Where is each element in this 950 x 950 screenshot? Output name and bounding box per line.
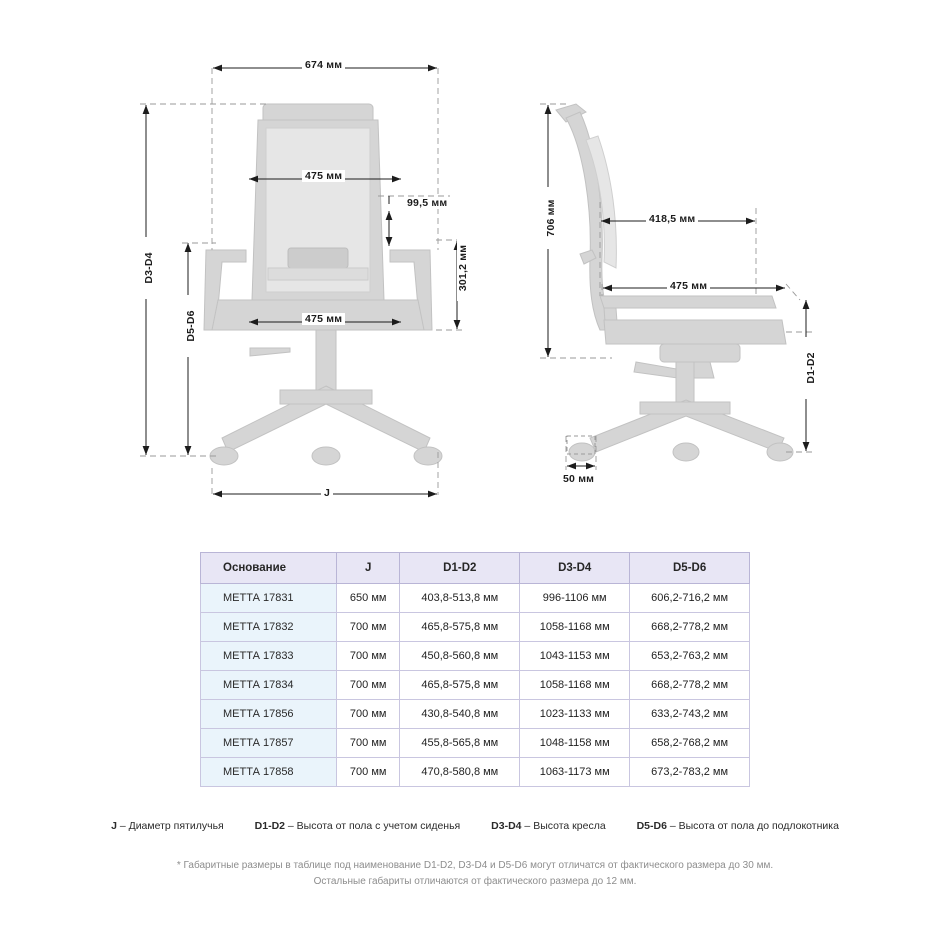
- legend-text-d5d6: – Высота от пола до подлокотника: [666, 820, 839, 832]
- table-row: [201, 758, 750, 787]
- table-header-row: [201, 553, 750, 584]
- dim-overall-depth-label: 418,5 мм: [646, 213, 698, 225]
- legend-item-d3d4: [491, 820, 605, 832]
- table-cell-d5d6: 653,2-763,2 мм: [630, 642, 750, 671]
- table-header-cell: J: [336, 553, 399, 584]
- dim-seat-height-label: D1-D2: [805, 337, 817, 399]
- legend-item-d5d6: [637, 820, 839, 832]
- table-cell-d3d4: 1058-1168 мм: [520, 671, 630, 700]
- table-header-cell: Основание: [201, 553, 337, 584]
- table-cell-d1d2: 455,8-565,8 мм: [400, 729, 520, 758]
- dim-overall-width-label: 674 мм: [302, 59, 345, 71]
- table-cell-d5d6: 668,2-778,2 мм: [630, 613, 750, 642]
- table-cell-j: 700 мм: [336, 700, 399, 729]
- table-row: [201, 642, 750, 671]
- table-cell-d3d4: 1058-1168 мм: [520, 613, 630, 642]
- specs-table: [200, 552, 750, 787]
- table-header-cell: D3-D4: [520, 553, 630, 584]
- table-row: [201, 700, 750, 729]
- table-cell-d3d4: 1023-1133 мм: [520, 700, 630, 729]
- table-cell-d5d6: 673,2-783,2 мм: [630, 758, 750, 787]
- legend-text-d1d2: – Высота от пола с учетом сиденья: [285, 820, 461, 832]
- table-cell-base: МЕТТА 17831: [201, 584, 337, 613]
- front-view-chair: [204, 104, 442, 465]
- dim-backrest-width-label: 475 мм: [302, 170, 345, 182]
- specs-table-wrap: [200, 552, 750, 787]
- table-cell-base: МЕТТА 17832: [201, 613, 337, 642]
- dim-armrest-offset-label: 99,5 мм: [404, 197, 450, 209]
- table-cell-base: МЕТТА 17856: [201, 700, 337, 729]
- legend-item-j: [111, 820, 224, 832]
- table-cell-d3d4: 1063-1173 мм: [520, 758, 630, 787]
- dim-caster-size-label: 50 мм: [560, 473, 597, 485]
- table-row: [201, 729, 750, 758]
- table-cell-d1d2: 470,8-580,8 мм: [400, 758, 520, 787]
- table-cell-d5d6: 658,2-768,2 мм: [630, 729, 750, 758]
- table-cell-d5d6: 606,2-716,2 мм: [630, 584, 750, 613]
- table-cell-d1d2: 430,8-540,8 мм: [400, 700, 520, 729]
- dim-back-height-label: 706 мм: [545, 187, 557, 249]
- table-cell-j: 700 мм: [336, 642, 399, 671]
- dim-total-height-label: D3-D4: [143, 237, 155, 299]
- table-cell-d3d4: 1043-1153 мм: [520, 642, 630, 671]
- table-row: [201, 671, 750, 700]
- table-cell-d1d2: 465,8-575,8 мм: [400, 613, 520, 642]
- dim-seat-width-label: 475 мм: [302, 313, 345, 325]
- table-header-cell: D5-D6: [630, 553, 750, 584]
- table-cell-d3d4: 1048-1158 мм: [520, 729, 630, 758]
- dim-armrest-floor-label: D5-D6: [185, 295, 197, 357]
- legend-item-d1d2: [255, 820, 461, 832]
- legend-text-j: – Диаметр пятилучья: [116, 820, 224, 832]
- dim-armrest-height-label: 301,2 мм: [457, 235, 469, 301]
- table-cell-base: МЕТТА 17833: [201, 642, 337, 671]
- legend-code-d5d6: D5-D6: [636, 820, 667, 832]
- dim-seat-depth-label: 475 мм: [667, 280, 710, 292]
- table-cell-base: МЕТТА 17834: [201, 671, 337, 700]
- footnote-line-2: Остальные габариты отличаются от фактического размера до 12 мм.: [313, 876, 637, 887]
- table-cell-j: 700 мм: [336, 613, 399, 642]
- table-cell-d3d4: 996-1106 мм: [520, 584, 630, 613]
- table-cell-d5d6: 633,2-743,2 мм: [630, 700, 750, 729]
- table-row: [201, 613, 750, 642]
- table-cell-base: МЕТТА 17858: [201, 758, 337, 787]
- legend: [0, 820, 950, 832]
- table-cell-d5d6: 668,2-778,2 мм: [630, 671, 750, 700]
- footnote-line-1: * Габаритные размеры в таблице под наименование D1-D2, D3-D4 и D5-D6 могут отличатся от фактического размера до 30 мм.: [176, 860, 774, 871]
- table-cell-j: 700 мм: [336, 671, 399, 700]
- table-cell-d1d2: 450,8-560,8 мм: [400, 642, 520, 671]
- table-cell-j: 700 мм: [336, 758, 399, 787]
- table-cell-j: 700 мм: [336, 729, 399, 758]
- table-cell-base: МЕТТА 17857: [201, 729, 337, 758]
- table-cell-j: 650 мм: [336, 584, 399, 613]
- footnote: [0, 858, 950, 890]
- table-cell-d1d2: 403,8-513,8 мм: [400, 584, 520, 613]
- legend-code-j: J: [111, 820, 117, 832]
- dim-base-diameter-label: J: [321, 487, 333, 499]
- legend-code-d1d2: D1-D2: [254, 820, 285, 832]
- legend-text-d3d4: – Высота кресла: [521, 820, 606, 832]
- table-header-cell: D1-D2: [400, 553, 520, 584]
- table-row: [201, 584, 750, 613]
- table-cell-d1d2: 465,8-575,8 мм: [400, 671, 520, 700]
- legend-code-d3d4: D3-D4: [491, 820, 522, 832]
